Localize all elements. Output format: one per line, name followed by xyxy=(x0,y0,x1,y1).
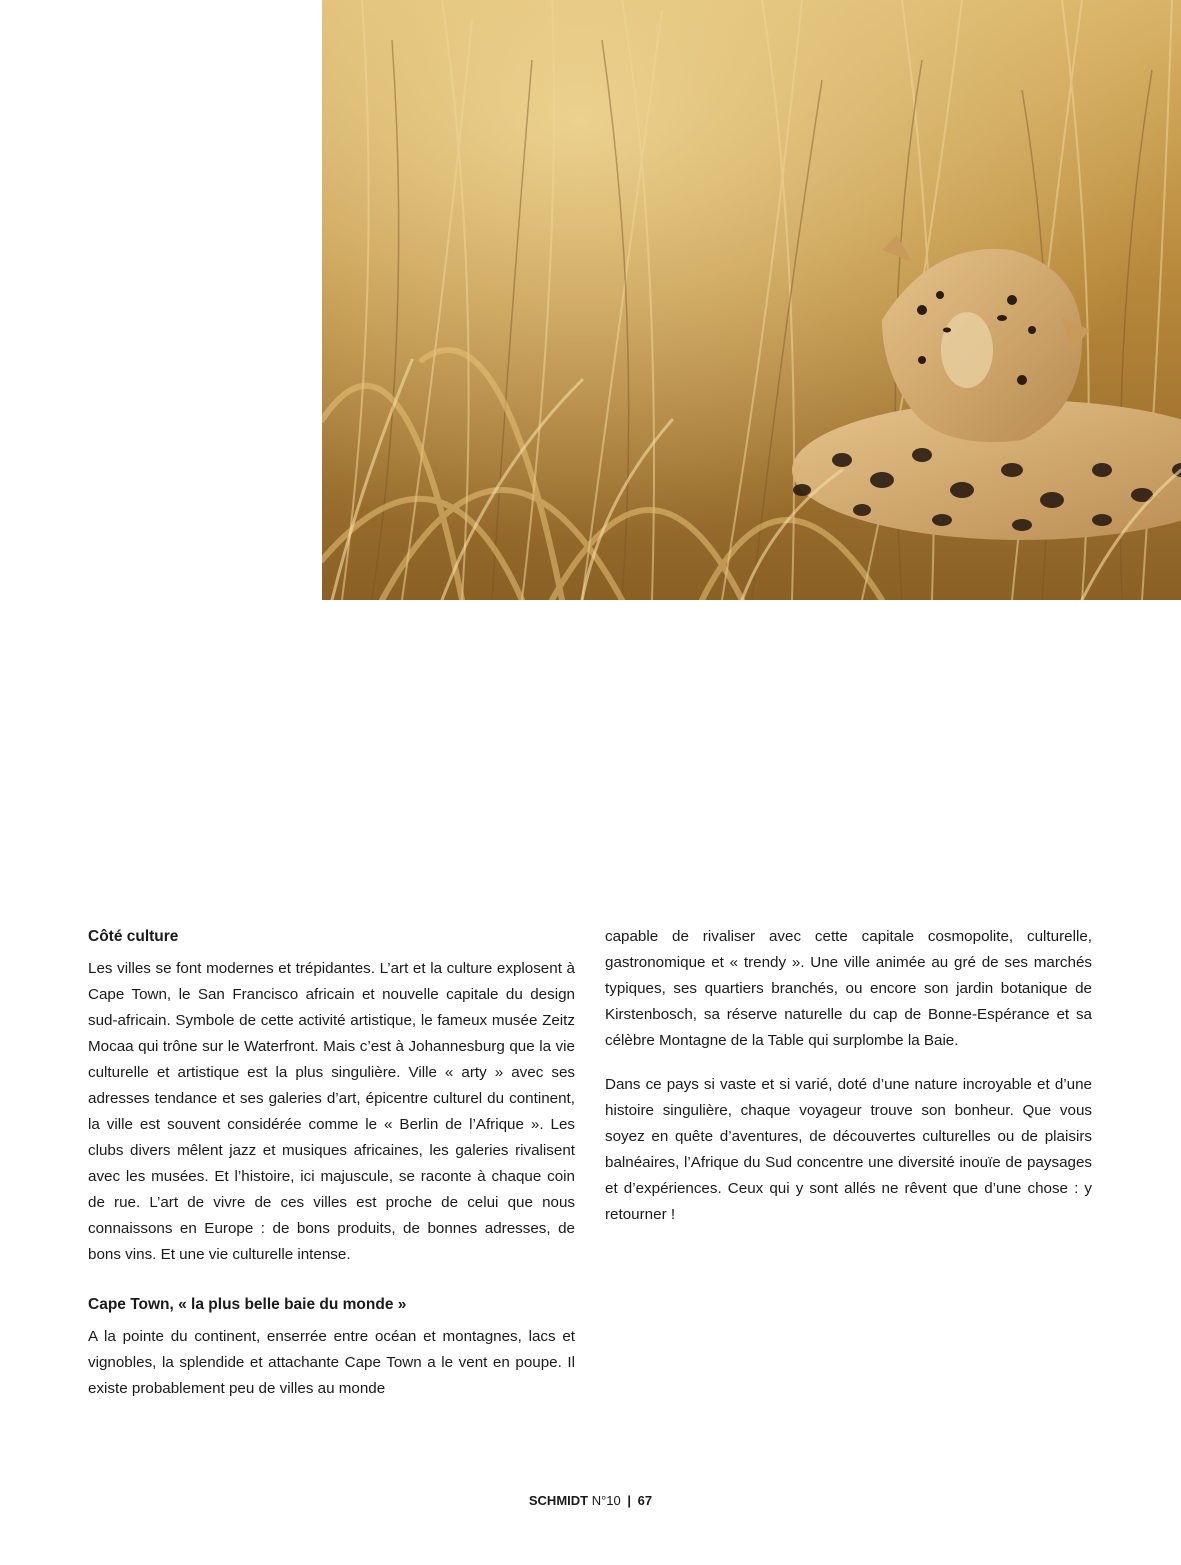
section-heading-culture: Côté culture xyxy=(88,928,179,945)
footer-brand: SCHMIDT xyxy=(528,1493,589,1508)
paragraph-cape-town: A la pointe du continent, enserrée entre océan et montagnes, lacs et vignobles, la splendide et attachante Cape Town a le vent en poupe. Il existe probablement peu de villes au monde xyxy=(88,1328,575,1397)
page-number: 67 xyxy=(637,1493,653,1508)
leopard-photo xyxy=(322,0,1181,600)
paragraph-culture: Les villes se font modernes et trépidantes. L’art et la culture explosent à Cape Town, le San Francisco africain et nouvelle capitale du design sud-africain. Symbole de cette activité artistique, le fameux musée Zeitz Mocaa qui trône sur le Waterfront. Mais c’est à Johannesburg que la vie culturelle et artistique est la plus singulière. Ville « arty » avec ses adresses tendance et ses galeries d’art, épicentre culturel du continent, la ville est souvent considérée comme le « Berlin de l’Afrique ». Les clubs divers mêlent jazz et musiques africaines, les galeries rivalisent avec les musées. Et l’histoire, ici majuscule, se raconte à chaque coin de rue. L’art de vivre de ces villes est proche de celui que nous connaissons en Europe : de bons produits, de bonnes adresses, de bons vins. Et une vie culturelle intense. xyxy=(88,960,575,1263)
paragraph-cape-town-continued: capable de rivaliser avec cette capitale cosmopolite, culturelle, gastronomique et « trendy ». Une ville animée au gré de ses marchés typiques, ses quartiers branchés, ou encore son jardin botanique de Kirstenbosch, sa réserve naturelle du cap de Bonne-Espérance et sa célèbre Montagne de la Table qui surplombe la Baie. xyxy=(605,928,1092,1049)
paragraph-conclusion: Dans ce pays si vaste et si varié, doté d’une nature incroyable et d’une histoire singulière, chaque voyageur trouve son bonheur. Que vous soyez en quête d’aventures, de découvertes culturelles ou de plaisirs balnéaires, l’Afrique du Sud concentre une diversité inouïe de paysages et d’expériences. Ceux qui y sont allés ne rêvent que d’une chose : y retourner ! xyxy=(605,1076,1092,1223)
article-right-column xyxy=(605,924,1092,1228)
page-footer xyxy=(0,1491,1181,1511)
footer-issue: N°10 xyxy=(591,1493,621,1508)
section-heading-cape-town: Cape Town, « la plus belle baie du monde » xyxy=(88,1296,407,1313)
footer-separator: | xyxy=(627,1493,632,1508)
leopard-in-grass-image xyxy=(322,0,1181,600)
article-left-column xyxy=(88,924,575,1402)
